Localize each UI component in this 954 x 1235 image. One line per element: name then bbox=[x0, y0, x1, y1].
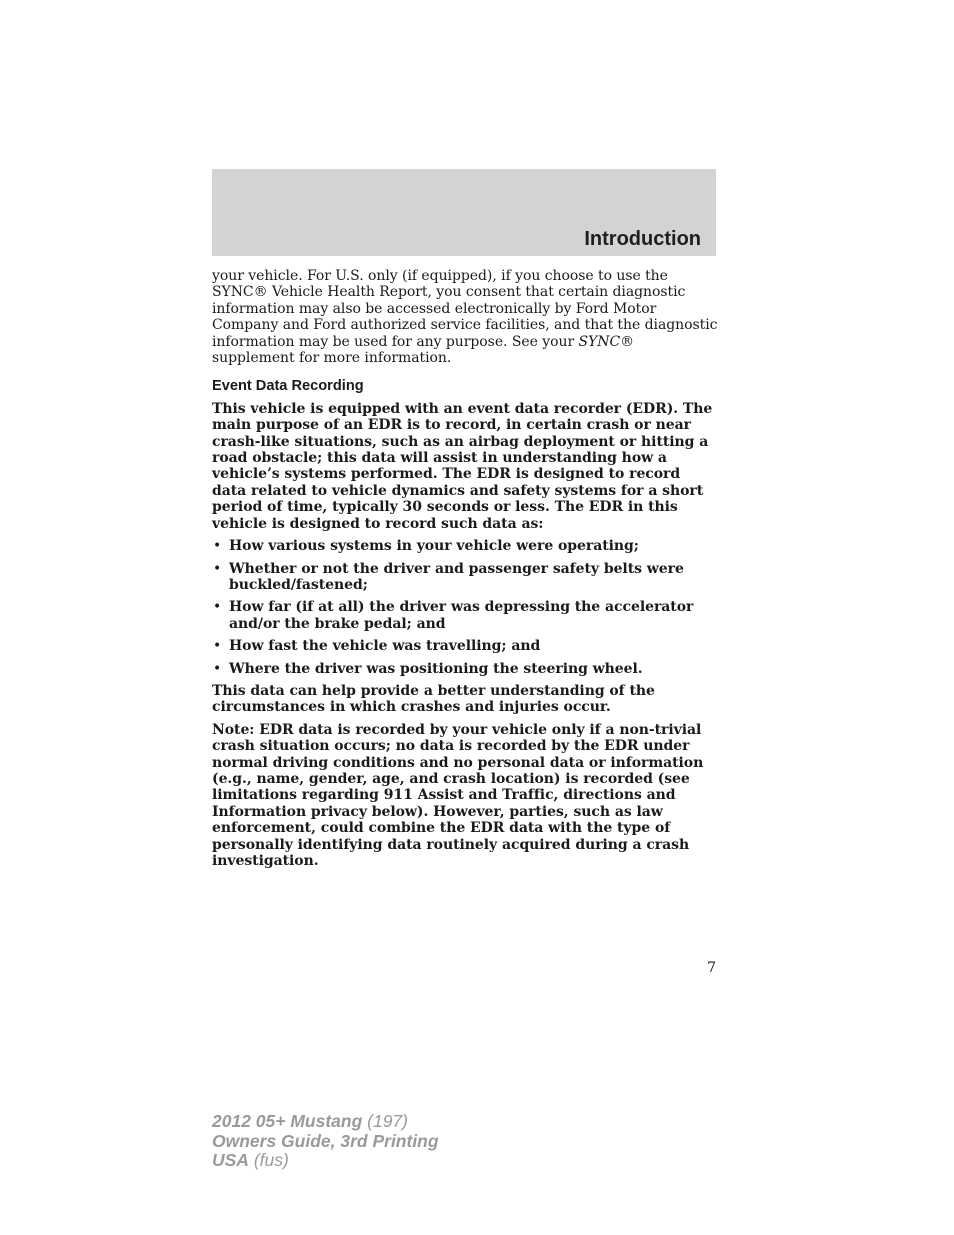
bullet-icon: • bbox=[213, 660, 222, 677]
list-item bbox=[212, 638, 718, 654]
footer-market-code: (fus) bbox=[248, 1150, 289, 1170]
list-item-text: Where the driver was positioning the steering wheel. bbox=[229, 660, 643, 677]
list-item-text: How far (if at all) the driver was depressing the accelerator and/or the brake pedal; and bbox=[229, 599, 694, 632]
bullet-icon: • bbox=[213, 599, 222, 616]
bullet-icon: • bbox=[213, 638, 222, 655]
edr-purpose-paragraph: This data can help provide a better understanding of the circumstances in which crashes and injuries occur. bbox=[212, 682, 655, 716]
footer-guide: Owners Guide, 3rd Printing bbox=[212, 1130, 439, 1151]
footer-line-1 bbox=[212, 1112, 439, 1132]
list-item-text: How fast the vehicle was travelling; and bbox=[229, 638, 541, 655]
section-heading: Event Data Recording bbox=[212, 378, 364, 395]
edr-data-list bbox=[212, 538, 718, 677]
document-footer bbox=[212, 1112, 439, 1171]
footer-line-2 bbox=[212, 1132, 439, 1152]
footer-line-3 bbox=[212, 1151, 439, 1171]
section-title: Introduction bbox=[584, 228, 701, 250]
list-item-text: How various systems in your vehicle were operating; bbox=[229, 538, 639, 555]
list-item bbox=[212, 599, 718, 632]
footer-market: USA bbox=[212, 1150, 249, 1170]
list-item bbox=[212, 538, 718, 554]
footer-model-code: (197) bbox=[362, 1111, 408, 1131]
edr-intro-paragraph: This vehicle is equipped with an event data recorder (EDR). The main purpose of an EDR is to record, in certain crash or near crash-like situations, such as an airbag deployment or hitting a road obstacle; this data will assist in understanding how a vehicle’s systems performed. The EDR is designed to record data related to vehicle dynamics and safety systems for a short period of time, typically 30 seconds or less. The EDR in this vehicle is designed to record such data as: bbox=[212, 400, 713, 532]
footer-model: 2012 05+ Mustang bbox=[212, 1111, 363, 1131]
list-item bbox=[212, 561, 718, 594]
bullet-icon: • bbox=[213, 538, 222, 555]
edr-note-paragraph: Note: EDR data is recorded by your vehicle only if a non-trivial crash situation occurs; no data is recorded by the EDR under normal driving conditions and no personal data or information (e.g., name, gender, age, and crash location) is recorded (see limitations regarding 911 Assist and Traffic, directions and Information privacy below). However, parties, such as law enforcement, could combine the EDR data with the type of personally identifying data routinely acquired during a crash investigation. bbox=[212, 721, 704, 869]
sync-italic: SYNC® bbox=[578, 333, 635, 350]
page-number: 7 bbox=[707, 960, 716, 976]
intro-text-start: your vehicle. For U.S. only (if equipped), if you choose to use the SYNC® Vehicle Health Report, you consent that certain diagnostic information may also be accessed electronically by Ford Motor Company and Ford authorized service facilities, and that the diagnostic information may be used for any purpose. See your bbox=[212, 268, 718, 350]
intro-text-end: supplement for more information. bbox=[212, 350, 452, 367]
list-item bbox=[212, 661, 718, 677]
page-content bbox=[212, 268, 718, 875]
bullet-icon: • bbox=[213, 560, 222, 577]
intro-paragraph bbox=[212, 268, 718, 366]
list-item-text: Whether or not the driver and passenger safety belts were buckled/fastened; bbox=[229, 560, 684, 593]
section-header-bar bbox=[212, 169, 716, 256]
